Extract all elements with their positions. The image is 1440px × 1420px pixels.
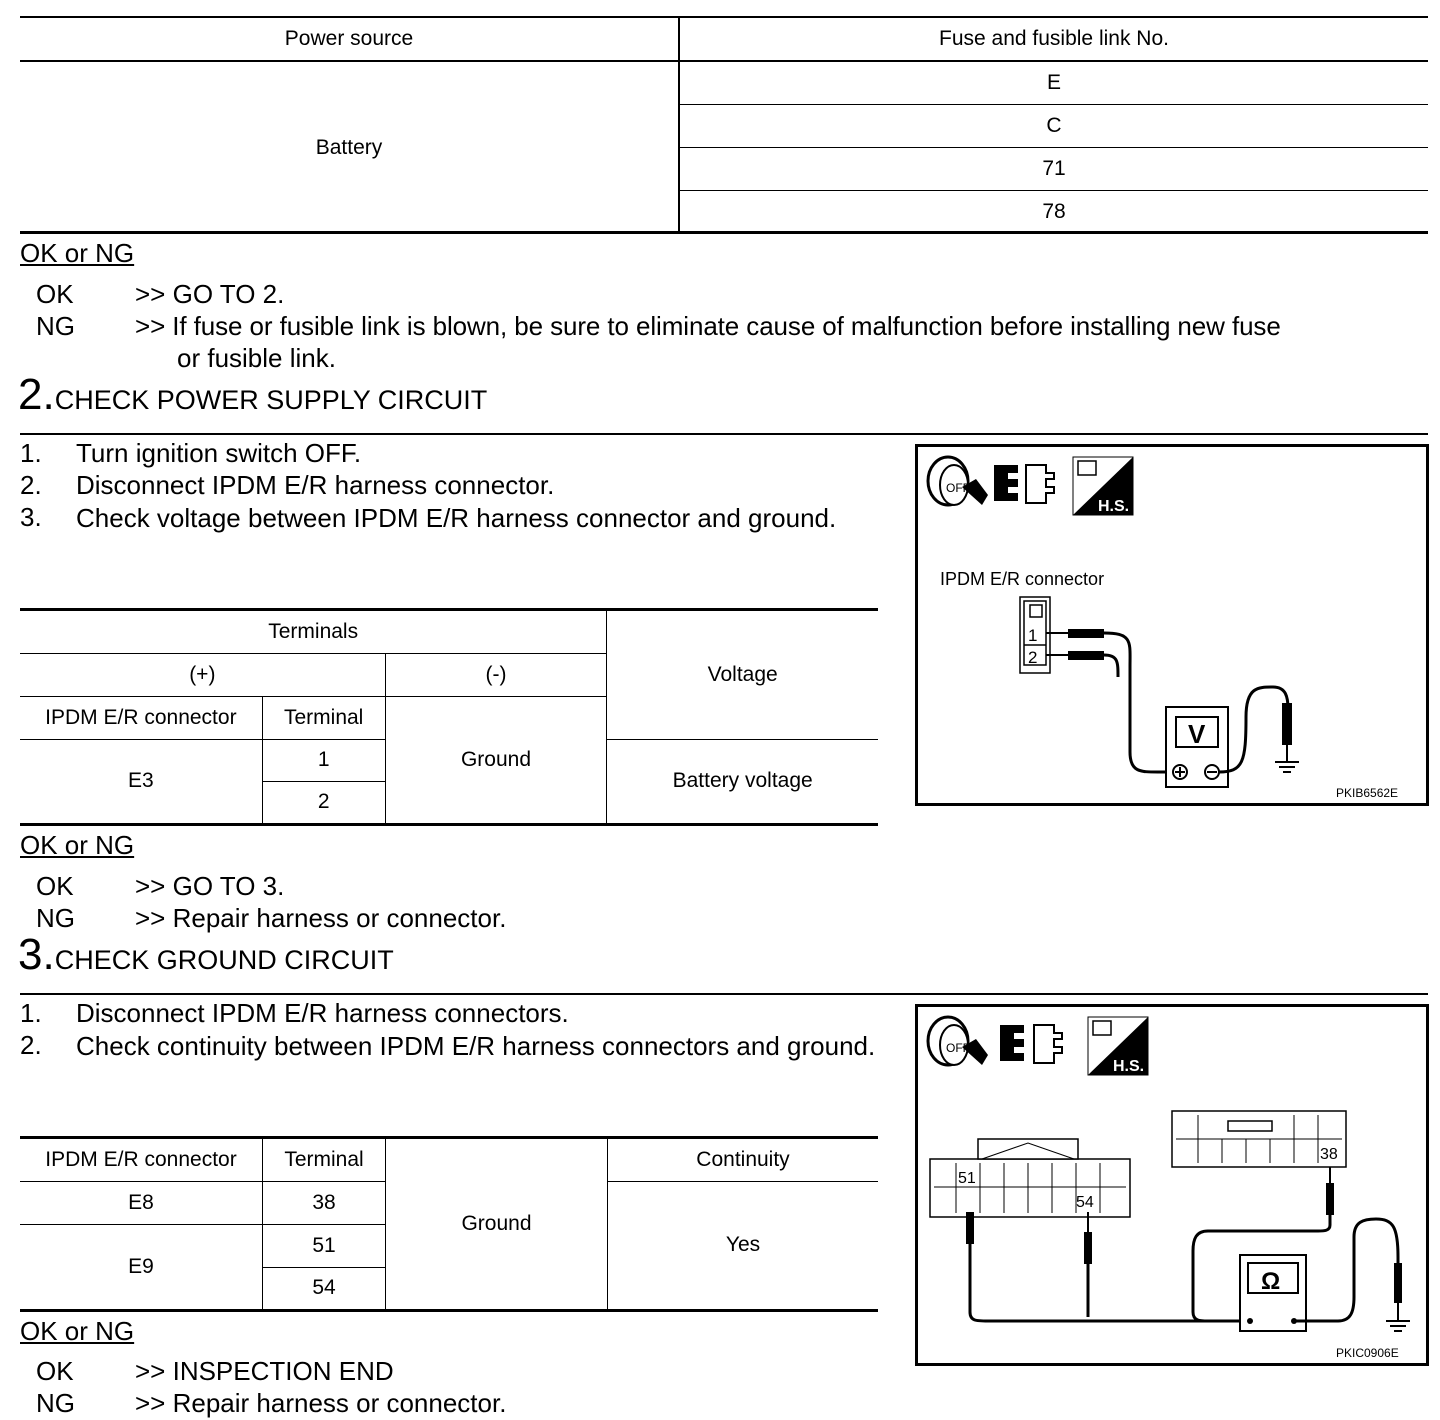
- continuity-terminal-header: Terminal: [263, 1139, 386, 1181]
- ok-text-1: >> GO TO 2.: [135, 279, 285, 309]
- fuse-table-cell: 78: [1042, 199, 1066, 223]
- fuse-table-cell: 71: [1042, 156, 1066, 180]
- pin-1-label: 1: [1028, 626, 1038, 645]
- probe-54: [1084, 1232, 1092, 1264]
- step-3-title: CHECK GROUND CIRCUIT: [54, 945, 394, 975]
- ground-probe-2: [1394, 1263, 1402, 1303]
- terminal-1: 1: [262, 739, 385, 781]
- disconnect-connector-icon: [994, 465, 1054, 503]
- figure-code-2: PKIC0906E: [1336, 1346, 1399, 1360]
- ignition-off-icon: [928, 457, 988, 505]
- voltage-table: [20, 611, 878, 823]
- step-2-title: CHECK POWER SUPPLY CIRCUIT: [54, 385, 488, 415]
- hs-text: H.S.: [1098, 498, 1130, 515]
- ok-label-1: OK: [36, 279, 74, 309]
- voltage-check-diagram: [918, 447, 1426, 803]
- plus-header: (+): [20, 653, 385, 696]
- connector-e8: E8: [20, 1181, 263, 1224]
- step-2-instr-3: Check voltage between IPDM E/R harness connector and ground.: [76, 503, 837, 533]
- step-2-heading: [18, 370, 487, 420]
- voltage-check-figure: [915, 444, 1429, 806]
- step-3-instr-1-num: 1.: [20, 998, 42, 1028]
- probe-2: [1068, 651, 1104, 660]
- step-3-rule: [20, 993, 1428, 995]
- harness-side-icon: [1073, 457, 1133, 515]
- ng-text-1-cont: or fusible link.: [177, 343, 336, 373]
- continuity-table: [20, 1139, 878, 1309]
- continuity-table-bottom-rule: [20, 1309, 878, 1312]
- ng-label-2: NG: [36, 903, 75, 933]
- terminal-54: 54: [263, 1267, 386, 1309]
- ng-text-2: >> Repair harness or connector.: [135, 903, 507, 933]
- ok-ng-title-3: OK or NG: [20, 1316, 135, 1346]
- fuse-table-header-power-source: Power source: [20, 18, 679, 61]
- connector-e9: E9: [20, 1224, 263, 1309]
- connector-e8-drawing: [1172, 1111, 1346, 1167]
- figure-code-1: PKIB6562E: [1336, 786, 1399, 800]
- fuse-table-cell: C: [1046, 113, 1062, 137]
- battery-voltage-cell: Battery voltage: [607, 739, 878, 823]
- ok-label-2: OK: [36, 871, 74, 901]
- voltage-table-bottom-rule: [20, 823, 878, 826]
- ground-icon-2: [1386, 1321, 1410, 1331]
- ok-text-2: >> GO TO 3.: [135, 871, 285, 901]
- terminals-header: Terminals: [20, 611, 607, 653]
- pin-54-label: 54: [1076, 1194, 1094, 1211]
- step-3-instr-2-num: 2.: [20, 1030, 42, 1060]
- step-2-instr-2: Disconnect IPDM E/R harness connector.: [76, 470, 555, 500]
- ground-icon: [1275, 762, 1299, 772]
- continuity-ground-cell: Ground: [386, 1139, 608, 1309]
- continuity-yes-cell: Yes: [725, 1233, 761, 1257]
- probe-1: [1068, 629, 1104, 638]
- connector-e3: E3: [20, 739, 262, 823]
- ipdm-connector-label: IPDM E/R connector: [940, 569, 1105, 589]
- ng-text-1: >> If fuse or fusible link is blown, be sure to eliminate cause of malfunction before installing new fuse: [135, 311, 1281, 341]
- voltage-header: Voltage: [707, 662, 778, 686]
- step-2-instr-2-num: 2.: [20, 470, 42, 500]
- terminal-2: 2: [262, 781, 385, 823]
- fuse-table-power-source: Battery: [20, 61, 679, 233]
- ng-label-3: NG: [36, 1388, 75, 1418]
- probe-38: [1326, 1183, 1334, 1215]
- disconnect-connector-icon-2: [1000, 1025, 1062, 1063]
- ground-cell: Ground: [385, 696, 607, 823]
- continuity-check-figure: [915, 1004, 1429, 1366]
- terminal-header: Terminal: [262, 696, 385, 739]
- ok-ng-title-1: OK or NG: [20, 238, 135, 268]
- ng-text-3: >> Repair harness or connector.: [135, 1388, 507, 1418]
- terminal-51: 51: [263, 1224, 386, 1267]
- probe-51: [966, 1212, 974, 1244]
- ground-probe: [1282, 703, 1292, 745]
- continuity-header: Continuity: [608, 1139, 879, 1181]
- step-2-rule: [20, 433, 1428, 435]
- step-3-instr-1: Disconnect IPDM E/R harness connectors.: [76, 998, 569, 1028]
- step-2-instr-1-num: 1.: [20, 438, 42, 468]
- step-3-instr-2: Check continuity between IPDM E/R harness connectors and ground.: [76, 1031, 876, 1061]
- minus-header: (-): [385, 653, 607, 696]
- ignition-off-icon-2: [928, 1017, 988, 1065]
- pin-2-label: 2: [1028, 648, 1038, 667]
- fuse-table: [20, 18, 1428, 233]
- off-text: OFF: [946, 481, 970, 495]
- step-2-instr-1: Turn ignition switch OFF.: [76, 438, 362, 468]
- voltmeter-symbol: V: [1188, 719, 1206, 749]
- pin-51-label: 51: [958, 1170, 976, 1187]
- continuity-check-diagram: [918, 1007, 1426, 1363]
- terminal-38: 38: [263, 1181, 386, 1224]
- step-2-instr-3-num: 3.: [20, 502, 42, 532]
- off-text-2: OFF: [946, 1041, 970, 1055]
- hs-text-2: H.S.: [1113, 1058, 1145, 1075]
- ok-text-3: >> INSPECTION END: [135, 1356, 394, 1386]
- ok-ng-title-2: OK or NG: [20, 830, 135, 860]
- continuity-connector-header: IPDM E/R connector: [20, 1139, 263, 1181]
- step-2-number: 2.: [18, 370, 55, 419]
- ok-label-3: OK: [36, 1356, 74, 1386]
- ohmmeter-symbol: Ω: [1261, 1268, 1281, 1295]
- connector-header: IPDM E/R connector: [20, 696, 262, 739]
- ng-label-1: NG: [36, 311, 75, 341]
- harness-side-icon-2: [1088, 1017, 1148, 1075]
- connector-e9-drawing: [930, 1139, 1130, 1217]
- step-3-number: 3.: [18, 930, 55, 979]
- fuse-table-cell: E: [1046, 70, 1061, 94]
- fuse-table-bottom-rule: [20, 231, 1428, 234]
- step-3-heading: [18, 930, 394, 980]
- fuse-table-header-fuse-no: Fuse and fusible link No.: [939, 27, 1169, 50]
- pin-38-label: 38: [1320, 1146, 1338, 1163]
